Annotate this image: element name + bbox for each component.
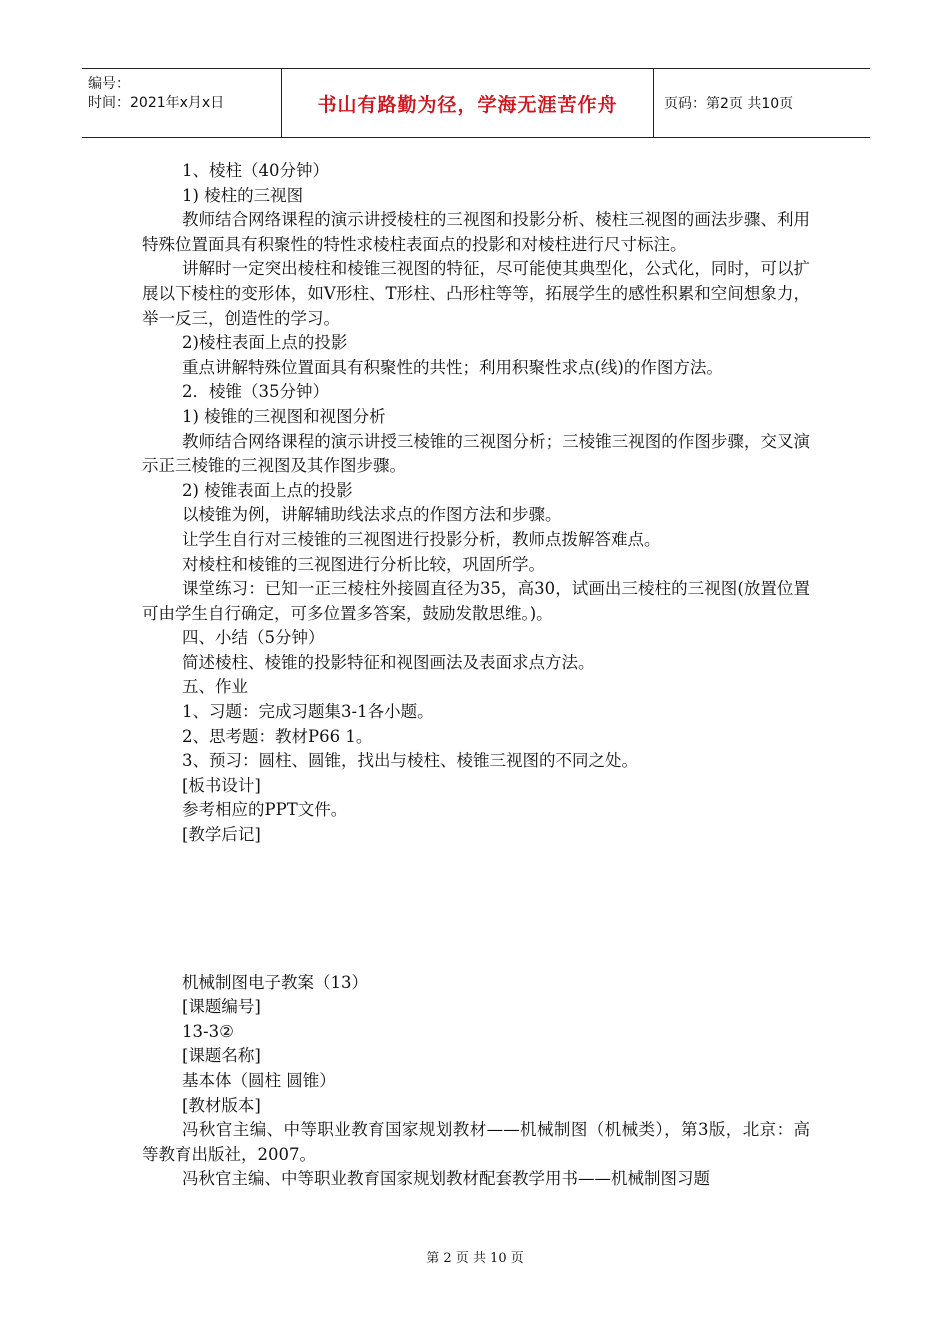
paragraph: 1) 棱锥的三视图和视图分析 [182,406,386,426]
paragraph: 13-3② [182,1021,234,1041]
paragraph: 2) 棱锥表面上点的投影 [182,480,353,500]
paragraph: 简述棱柱、棱锥的投影特征和视图画法及表面求点方法。 [182,652,595,672]
paragraph: 教师结合网络课程的演示讲授三棱锥的三视图分析；三棱锥三视图的作图步骤，交叉演示正三棱锥的三视图及其作图步骤。 [142,431,810,476]
page-footer: 第 2 页 共 10 页 [426,1251,524,1266]
document-date: 时间：2021年x月x日 [88,95,225,111]
paragraph: 1) 棱柱的三视图 [182,185,304,205]
paragraph: 对棱柱和棱锥的三视图进行分析比较，巩固所学。 [182,554,545,574]
blank-space [142,848,810,971]
page-header [82,68,870,138]
paragraph: 冯秋官主编、中等职业教育国家规划教材——机械制图（机械类），第3版，北京：高等教育出版社，2007。 [142,1120,810,1164]
paragraph: 课堂练习：已知一正三棱柱外接圆直径为35，高30，试画出三棱柱的三视图(放置位置可由学生自行确定，可多位置多答案，鼓励发散思维。)。 [142,579,810,623]
paragraph: 以棱锥为例，讲解辅助线法求点的作图方法和步骤。 [182,505,562,525]
paragraph: 3、预习：圆柱、圆锥，找出与棱柱、棱锥三视图的不同之处。 [182,751,638,771]
paragraph: 2、思考题：教材P66 1。 [182,726,373,746]
paragraph: 重点讲解特殊位置面具有积聚性的共性；利用积聚性求点(线)的作图方法。 [182,357,723,377]
paragraph: 1、习题：完成习题集3-1各小题。 [182,702,434,722]
body-section-top [142,159,810,848]
paragraph: 1、棱柱（40分钟） [182,161,329,180]
paragraph: 冯秋官主编、中等职业教育国家规划教材配套教学用书——机械制图习题 [182,1169,710,1189]
paragraph: 2．棱锥（35分钟） [182,382,329,402]
body-section-bottom [142,971,810,1192]
header-page-info: 页码：第2页 共10页 [664,96,794,112]
document-body [142,159,810,1192]
header-motto: 书山有路勤为径，学海无涯苦作舟 [282,69,654,137]
paragraph: [课题名称] [182,1046,261,1066]
paragraph: [课题编号] [182,997,261,1017]
paragraph: 基本体（圆柱 圆锥） [182,1071,336,1090]
paragraph: [板书设计] [182,775,261,795]
paragraph: [教材版本] [182,1095,261,1115]
paragraph: 参考相应的PPT文件。 [182,800,348,820]
paragraph: 讲解时一定突出棱柱和棱锥三视图的特征，尽可能使其典型化，公式化，同时，可以扩展以下棱柱的变形体，如V形柱、T形柱、凸形柱等等，拓展学生的感性积累和空间想象力，举一反三，创造性的学习。 [142,259,810,328]
paragraph: [教学后记] [182,825,261,845]
paragraph: 五、作业 [182,677,248,697]
document-number-label: 编号： [88,76,130,92]
header-left-cell [82,69,282,137]
paragraph: 机械制图电子教案（13） [182,972,368,992]
paragraph: 四、小结（5分钟） [182,628,325,648]
paragraph: 2)棱柱表面上点的投影 [182,333,348,353]
paragraph: 教师结合网络课程的演示讲授棱柱的三视图和投影分析、棱柱三视图的画法步骤、利用特殊位置面具有积聚性的特性求棱柱表面点的投影和对棱柱进行尺寸标注。 [142,210,810,254]
paragraph: 让学生自行对三棱锥的三视图进行投影分析，教师点拨解答难点。 [182,529,661,549]
